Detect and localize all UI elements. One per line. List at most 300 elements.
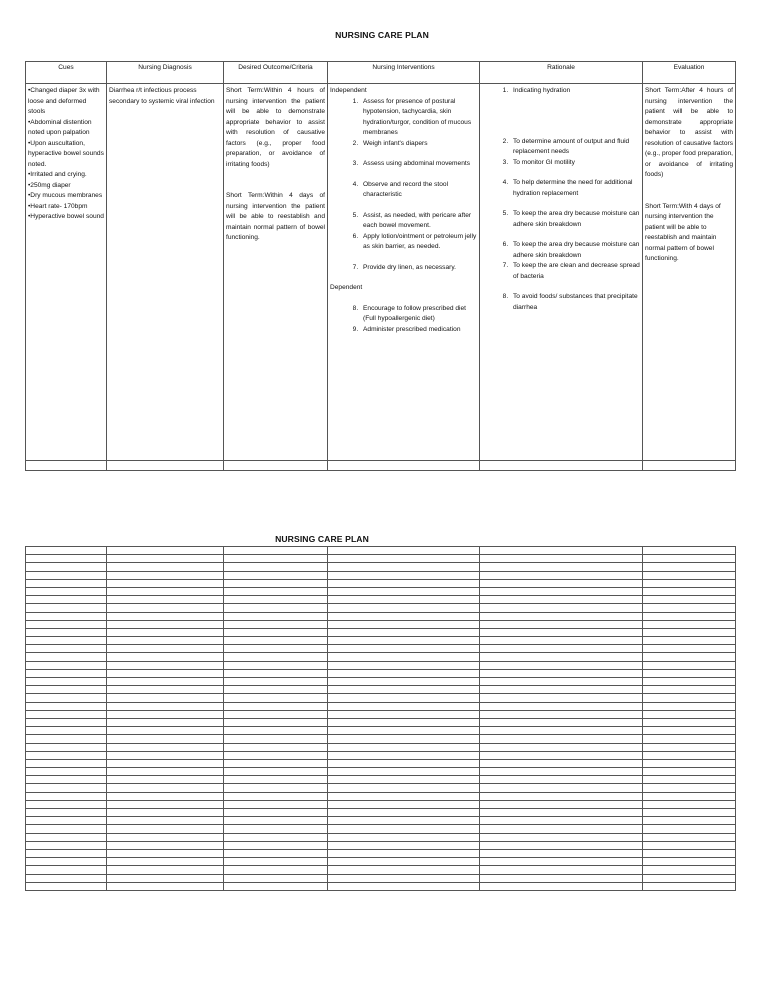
blank-cell <box>643 776 736 784</box>
blank-cell <box>643 825 736 833</box>
blank-cell <box>328 866 480 874</box>
blank-cell <box>480 776 643 784</box>
intervention-item: 5. Assist, as needed, with pericare after each bowel movement. <box>360 211 477 232</box>
blank-cell <box>643 874 736 882</box>
blank-cell <box>26 563 107 571</box>
table-row <box>26 751 736 759</box>
blank-cell <box>480 792 643 800</box>
intervention-item: 2. Weigh infant's diapers <box>360 139 477 150</box>
blank-cell <box>107 547 224 555</box>
blank-cell <box>643 735 736 743</box>
blank-cell <box>480 858 643 866</box>
cue-item: •Heart rate- 170bpm <box>28 202 88 210</box>
blank-cell <box>643 571 736 579</box>
table-row <box>26 809 736 817</box>
blank-cell <box>480 604 643 612</box>
blank-cell <box>107 751 224 759</box>
blank-cell <box>480 571 643 579</box>
blank-cell <box>328 694 480 702</box>
intervention-item: 3. Assess using abdominal movements <box>360 159 477 170</box>
table-row <box>26 678 736 686</box>
blank-cell <box>26 833 107 841</box>
blank-cell <box>107 809 224 817</box>
table-row <box>26 563 736 571</box>
blank-cell <box>643 555 736 563</box>
rationale-item: 5. To keep the area dry because moisture can adhere skin breakdown <box>510 209 640 230</box>
blank-cell <box>26 768 107 776</box>
cue-item: •Abdominal distention noted upon palpation <box>28 118 92 136</box>
blank-cell <box>643 678 736 686</box>
blank-cell <box>107 596 224 604</box>
blank-cell <box>107 866 224 874</box>
blank-cell <box>107 579 224 587</box>
blank-cell <box>26 718 107 726</box>
blank-cell <box>643 800 736 808</box>
blank-cell <box>480 547 643 555</box>
blank-cell <box>26 743 107 751</box>
blank-cell <box>224 637 328 645</box>
blank-cell <box>107 776 224 784</box>
blank-cell <box>480 768 643 776</box>
blank-cell <box>224 751 328 759</box>
blank-cell <box>107 759 224 767</box>
blank-cell <box>643 759 736 767</box>
table-row <box>26 702 736 710</box>
blank-cell <box>107 686 224 694</box>
blank-cell <box>26 866 107 874</box>
table-row <box>26 784 736 792</box>
table-row <box>26 461 736 471</box>
table-row <box>26 628 736 636</box>
blank-cell <box>643 809 736 817</box>
table-row <box>26 620 736 628</box>
blank-cell <box>480 833 643 841</box>
blank-cell <box>328 751 480 759</box>
blank-cell <box>107 849 224 857</box>
evaluation-short-term-1: Short Term:After 4 hours of nursing intervention the patient will be able to demonstrate appropriate behavior to assist with resolution of causative factors (e.g., proper food preparation, or avoidance of irritating foods) <box>645 87 733 178</box>
blank-cell <box>224 792 328 800</box>
blank-cell <box>26 800 107 808</box>
blank-cell <box>107 710 224 718</box>
blank-cell <box>26 587 107 595</box>
blank-cell <box>224 735 328 743</box>
table-row <box>26 587 736 595</box>
blank-cell <box>643 849 736 857</box>
table-row <box>26 555 736 563</box>
blank-cell <box>480 825 643 833</box>
blank-cell <box>26 571 107 579</box>
blank-cell <box>107 563 224 571</box>
blank-cell <box>224 612 328 620</box>
blank-cell <box>107 604 224 612</box>
blank-cell <box>26 579 107 587</box>
blank-cell <box>328 882 480 890</box>
table-row <box>26 776 736 784</box>
blank-cell <box>224 759 328 767</box>
table-row <box>26 710 736 718</box>
blank-cell <box>328 702 480 710</box>
blank-cell <box>328 645 480 653</box>
blank-cell <box>224 866 328 874</box>
blank-cell <box>107 628 224 636</box>
page-title: NURSING CARE PLAN <box>275 534 369 544</box>
blank-cell <box>480 817 643 825</box>
outcome-short-term-2: Short Term:Within 4 days of nursing intervention the patient will be able to reestablish and maintain normal pattern of bowel functioning. <box>226 192 325 241</box>
blank-cell <box>643 866 736 874</box>
blank-cell <box>224 661 328 669</box>
blank-cell <box>480 686 643 694</box>
nursing-care-plan-table <box>25 61 736 471</box>
blank-cell <box>480 727 643 735</box>
blank-cell <box>26 817 107 825</box>
blank-cell <box>26 661 107 669</box>
header-nursing-diagnosis: Nursing Diagnosis <box>107 62 224 84</box>
diagnosis-cell <box>107 84 224 461</box>
blank-cell <box>26 702 107 710</box>
cue-item: •Upon auscultation, hyperactive bowel sounds noted. <box>28 139 104 168</box>
cues-cell <box>26 84 107 461</box>
blank-cell <box>224 678 328 686</box>
rationale-item: 4. To help determine the need for additional hydration replacement <box>510 178 640 199</box>
blank-cell <box>328 563 480 571</box>
blank-cell <box>26 809 107 817</box>
blank-cell <box>107 825 224 833</box>
blank-cell <box>328 571 480 579</box>
blank-cell <box>643 841 736 849</box>
table-row <box>26 612 736 620</box>
blank-cell <box>26 792 107 800</box>
table-row <box>26 841 736 849</box>
blank-cell <box>480 784 643 792</box>
table-row <box>26 849 736 857</box>
blank-cell <box>480 694 643 702</box>
blank-cell <box>107 727 224 735</box>
blank-cell <box>480 587 643 595</box>
rationale-item: 2. To determine amount of output and fluid replacement needs <box>510 137 640 158</box>
blank-care-plan-table <box>25 546 736 891</box>
blank-cell <box>26 678 107 686</box>
blank-cell <box>26 727 107 735</box>
blank-cell <box>480 809 643 817</box>
blank-cell <box>480 751 643 759</box>
blank-cell <box>328 776 480 784</box>
blank-cell <box>643 653 736 661</box>
table-row <box>26 768 736 776</box>
blank-cell <box>643 637 736 645</box>
blank-cell <box>107 792 224 800</box>
blank-cell <box>26 628 107 636</box>
blank-cell <box>328 784 480 792</box>
blank-cell <box>107 841 224 849</box>
blank-cell <box>26 825 107 833</box>
table-row <box>26 735 736 743</box>
blank-cell <box>328 637 480 645</box>
cue-item: •Dry mucous membranes <box>28 192 103 199</box>
blank-cell <box>328 587 480 595</box>
blank-cell <box>224 555 328 563</box>
table-row <box>26 669 736 677</box>
table-row <box>26 694 736 702</box>
blank-cell <box>328 825 480 833</box>
blank-cell <box>26 637 107 645</box>
blank-cell <box>480 620 643 628</box>
interventions-cell <box>328 84 480 461</box>
blank-cell <box>643 702 736 710</box>
blank-cell <box>107 620 224 628</box>
rationale-item: 6. To keep the area dry because moisture can adhere skin breakdown <box>510 240 640 261</box>
blank-cell <box>224 686 328 694</box>
evaluation-short-term-2: Short Term:With 4 days of nursing intervention the patient will be able to reestablish and maintain normal pattern of bowel functioning. <box>645 202 721 262</box>
table-row <box>26 645 736 653</box>
table-row <box>26 833 736 841</box>
blank-cell <box>643 694 736 702</box>
blank-cell <box>224 710 328 718</box>
blank-cell <box>107 718 224 726</box>
blank-cell <box>26 620 107 628</box>
blank-cell <box>224 702 328 710</box>
blank-cell <box>328 604 480 612</box>
blank-cell <box>107 555 224 563</box>
blank-cell <box>224 776 328 784</box>
blank-cell <box>224 882 328 890</box>
blank-cell <box>480 743 643 751</box>
blank-cell <box>643 645 736 653</box>
rationale-item: 8. To avoid foods/ substances that precipitate diarrhea <box>510 292 640 313</box>
blank-cell <box>480 661 643 669</box>
blank-cell <box>328 833 480 841</box>
blank-cell <box>328 579 480 587</box>
blank-cell <box>107 768 224 776</box>
intervention-item: 6. Apply lotion/ointment or petroleum jelly as skin barrier, as needed. <box>360 232 477 253</box>
blank-cell <box>328 841 480 849</box>
outcome-short-term-1: Short Term:Within 4 hours of nursing intervention the patient will be able to demonstrate appropriate behavior to assist with resolution of causative factors (e.g., proper food preparation, or avoidance of irritating foods) <box>226 87 325 168</box>
blank-cell <box>643 858 736 866</box>
blank-cell <box>107 669 224 677</box>
header-evaluation: Evaluation <box>643 62 736 84</box>
blank-cell <box>107 661 224 669</box>
blank-cell <box>26 841 107 849</box>
blank-cell <box>328 661 480 669</box>
blank-cell <box>26 612 107 620</box>
independent-label: Independent <box>330 87 367 94</box>
blank-cell <box>480 628 643 636</box>
blank-cell <box>643 792 736 800</box>
table-row <box>26 759 736 767</box>
blank-cell <box>224 596 328 604</box>
blank-cell <box>328 718 480 726</box>
blank-cell <box>224 809 328 817</box>
blank-cell <box>107 637 224 645</box>
blank-cell <box>480 710 643 718</box>
blank-cell <box>224 694 328 702</box>
table-row <box>26 84 736 461</box>
blank-cell <box>26 849 107 857</box>
blank-cell <box>26 547 107 555</box>
blank-cell <box>107 882 224 890</box>
table-row <box>26 743 736 751</box>
table-row <box>26 727 736 735</box>
rationale-item: 1. Indicating hydration <box>510 86 640 97</box>
outcome-cell <box>224 84 328 461</box>
nursing-diagnosis-text: Diarrhea r/t infectious process secondary to systemic viral infection <box>109 87 215 105</box>
blank-cell <box>26 710 107 718</box>
table-row <box>26 817 736 825</box>
table-row <box>26 579 736 587</box>
blank-cell <box>107 874 224 882</box>
table-row <box>26 882 736 890</box>
blank-cell <box>643 547 736 555</box>
table-row <box>26 858 736 866</box>
blank-cell <box>643 579 736 587</box>
blank-cell <box>328 817 480 825</box>
blank-cell <box>26 645 107 653</box>
blank-cell <box>328 849 480 857</box>
blank-cell <box>643 833 736 841</box>
blank-cell <box>480 718 643 726</box>
blank-cell <box>26 669 107 677</box>
table-row <box>26 825 736 833</box>
cue-item: •Hyperactive bowel sound <box>28 213 104 220</box>
header-nursing-interventions: Nursing Interventions <box>328 62 480 84</box>
blank-cell <box>480 555 643 563</box>
blank-cell <box>643 784 736 792</box>
blank-cell <box>107 800 224 808</box>
table-row <box>26 792 736 800</box>
blank-cell <box>26 874 107 882</box>
blank-cell <box>224 833 328 841</box>
blank-cell <box>224 718 328 726</box>
blank-cell <box>224 571 328 579</box>
rationale-cell <box>480 84 643 461</box>
blank-cell <box>643 669 736 677</box>
blank-cell <box>328 669 480 677</box>
blank-cell <box>328 759 480 767</box>
blank-cell <box>224 563 328 571</box>
blank-cell <box>224 587 328 595</box>
blank-cell <box>328 686 480 694</box>
blank-cell <box>480 866 643 874</box>
blank-cell <box>26 882 107 890</box>
blank-cell <box>26 776 107 784</box>
blank-cell <box>328 809 480 817</box>
blank-cell <box>328 727 480 735</box>
page-title: NURSING CARE PLAN <box>335 30 429 40</box>
blank-cell <box>643 743 736 751</box>
blank-cell <box>643 882 736 890</box>
intervention-item: 4. Observe and record the stool characteristic <box>360 180 477 201</box>
cue-item: •Changed diaper 3x with loose and deformed stools <box>28 87 100 115</box>
table-row <box>26 637 736 645</box>
blank-cell <box>328 743 480 751</box>
intervention-item: 9. Administer prescribed medication <box>360 325 477 336</box>
blank-cell <box>224 800 328 808</box>
intervention-item: 1. Assess for presence of postural hypotension, tachycardia, skin hydration/turgor, condition of mucous membranes <box>360 97 477 139</box>
table-row <box>26 653 736 661</box>
blank-cell <box>107 612 224 620</box>
blank-cell <box>328 792 480 800</box>
blank-cell <box>480 637 643 645</box>
blank-cell <box>107 735 224 743</box>
header-desired-outcome: Desired Outcome/Criteria <box>224 62 328 84</box>
blank-cell <box>480 735 643 743</box>
blank-cell <box>107 833 224 841</box>
blank-cell <box>26 686 107 694</box>
blank-cell <box>224 825 328 833</box>
blank-cell <box>328 800 480 808</box>
blank-cell <box>107 702 224 710</box>
blank-cell <box>328 858 480 866</box>
table-row <box>26 718 736 726</box>
blank-cell <box>224 547 328 555</box>
blank-cell <box>107 678 224 686</box>
blank-cell <box>643 620 736 628</box>
blank-cell <box>643 817 736 825</box>
table-row <box>26 571 736 579</box>
blank-cell <box>643 587 736 595</box>
blank-cell <box>224 768 328 776</box>
blank-cell <box>643 563 736 571</box>
blank-table-body <box>26 547 736 891</box>
blank-cell <box>26 653 107 661</box>
blank-cell <box>643 727 736 735</box>
blank-cell <box>107 571 224 579</box>
blank-cell <box>328 735 480 743</box>
blank-cell <box>26 604 107 612</box>
header-cues: Cues <box>26 62 107 84</box>
blank-cell <box>643 661 736 669</box>
blank-cell <box>328 620 480 628</box>
table-row <box>26 604 736 612</box>
blank-cell <box>328 874 480 882</box>
blank-cell <box>328 612 480 620</box>
blank-cell <box>107 587 224 595</box>
blank-cell <box>26 858 107 866</box>
blank-cell <box>107 817 224 825</box>
blank-cell <box>224 841 328 849</box>
blank-cell <box>643 710 736 718</box>
blank-cell <box>643 628 736 636</box>
blank-cell <box>26 694 107 702</box>
dependent-label: Dependent <box>330 284 363 291</box>
blank-cell <box>328 555 480 563</box>
table-row <box>26 866 736 874</box>
blank-cell <box>224 653 328 661</box>
table-row <box>26 874 736 882</box>
blank-cell <box>224 620 328 628</box>
blank-cell <box>643 718 736 726</box>
blank-cell <box>328 596 480 604</box>
blank-cell <box>328 653 480 661</box>
blank-cell <box>480 563 643 571</box>
table-header-row <box>26 62 736 84</box>
blank-cell <box>480 841 643 849</box>
blank-cell <box>224 849 328 857</box>
blank-cell <box>224 604 328 612</box>
blank-cell <box>26 735 107 743</box>
blank-cell <box>480 653 643 661</box>
blank-cell <box>26 555 107 563</box>
blank-cell <box>224 874 328 882</box>
cue-item: •Irritated and crying. <box>28 171 87 178</box>
cue-item: •250mg diaper <box>28 181 71 189</box>
blank-cell <box>643 612 736 620</box>
blank-cell <box>480 612 643 620</box>
intervention-item: 8. Encourage to follow prescribed diet (Full hypoallergenic diet) <box>360 304 477 325</box>
blank-cell <box>480 579 643 587</box>
blank-cell <box>224 645 328 653</box>
blank-cell <box>643 596 736 604</box>
blank-cell <box>480 645 643 653</box>
